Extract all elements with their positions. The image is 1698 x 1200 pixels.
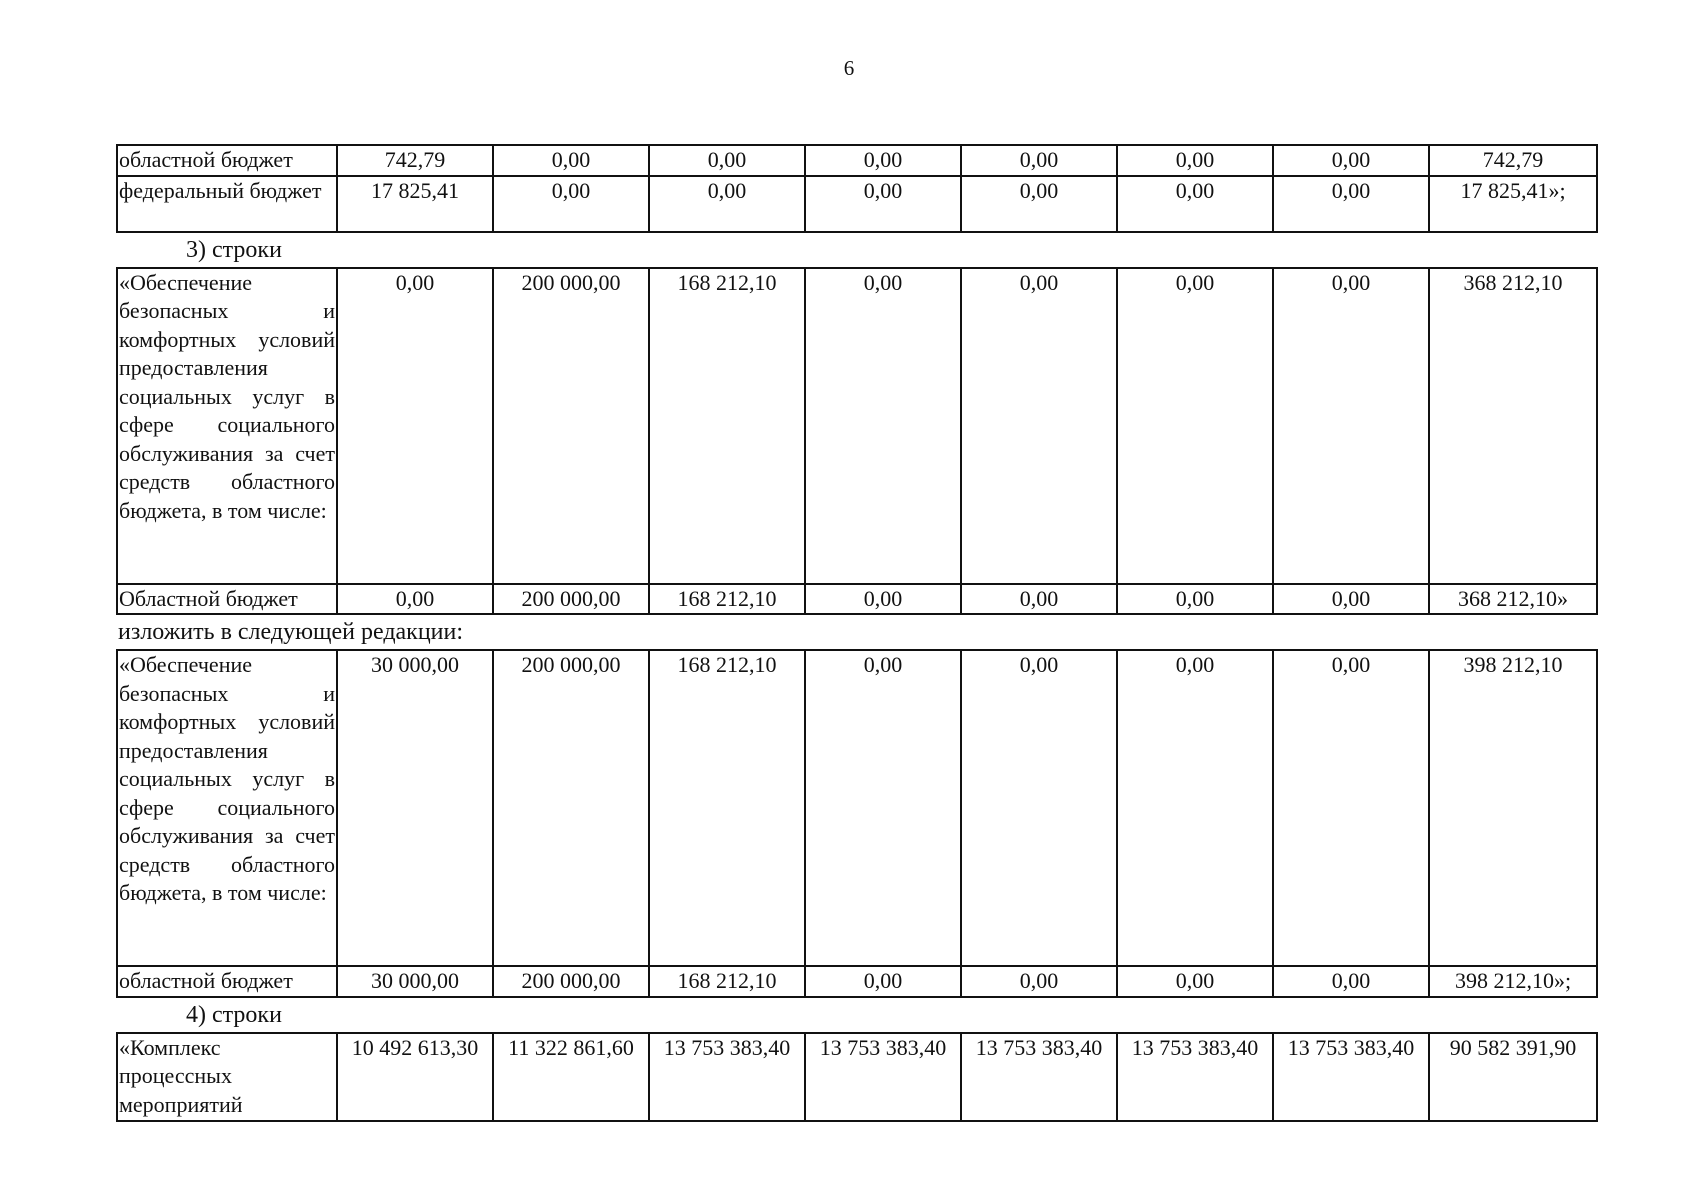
section-heading-replace: изложить в следующей редакции: bbox=[118, 619, 464, 645]
row-value-cell: 0,00 bbox=[1117, 966, 1273, 997]
row-value-cell: 0,00 bbox=[1117, 176, 1273, 232]
row-value-cell: 168 212,10 bbox=[649, 650, 805, 966]
row-value-cell: 0,00 bbox=[961, 268, 1117, 584]
table-row bbox=[117, 584, 1597, 615]
document-body bbox=[116, 144, 1596, 1122]
row-value-cell: 0,00 bbox=[493, 145, 649, 176]
row-label-cell: «Обеспечение безопасных и комфортных условий предоставления социальных услуг в сфере социального обслуживания за счет средств областного бюджета, в том числе: bbox=[117, 268, 337, 584]
row-value-cell: 0,00 bbox=[961, 145, 1117, 176]
row-total-cell: 398 212,10 bbox=[1429, 650, 1597, 966]
row-value-cell: 200 000,00 bbox=[493, 650, 649, 966]
row-value-cell: 0,00 bbox=[961, 176, 1117, 232]
row-value-cell: 168 212,10 bbox=[649, 268, 805, 584]
budget-table-top bbox=[116, 144, 1598, 233]
row-value-cell: 13 753 383,40 bbox=[649, 1033, 805, 1121]
budget-table-old bbox=[116, 267, 1598, 616]
row-value-cell: 0,00 bbox=[1273, 268, 1429, 584]
row-value-cell: 13 753 383,40 bbox=[1117, 1033, 1273, 1121]
row-value-cell: 0,00 bbox=[649, 176, 805, 232]
row-value-cell: 13 753 383,40 bbox=[1273, 1033, 1429, 1121]
row-label-cell: областной бюджет bbox=[117, 145, 337, 176]
row-total-cell: 398 212,10»; bbox=[1429, 966, 1597, 997]
row-value-cell: 0,00 bbox=[1117, 145, 1273, 176]
page-number: 6 bbox=[843, 56, 855, 80]
row-label-cell: областной бюджет bbox=[117, 966, 337, 997]
row-value-cell: 0,00 bbox=[1273, 650, 1429, 966]
row-total-cell: 742,79 bbox=[1429, 145, 1597, 176]
row-value-cell: 0,00 bbox=[805, 176, 961, 232]
row-value-cell: 30 000,00 bbox=[337, 650, 493, 966]
table-row bbox=[117, 650, 1597, 966]
table-row bbox=[117, 966, 1597, 997]
row-value-cell: 168 212,10 bbox=[649, 584, 805, 615]
budget-table-new bbox=[116, 649, 1598, 998]
row-value-cell: 11 322 861,60 bbox=[493, 1033, 649, 1121]
budget-table-complex bbox=[116, 1032, 1598, 1122]
row-label-cell: Областной бюджет bbox=[117, 584, 337, 615]
row-value-cell: 0,00 bbox=[649, 145, 805, 176]
row-value-cell: 0,00 bbox=[805, 268, 961, 584]
row-value-cell: 0,00 bbox=[961, 584, 1117, 615]
row-total-cell: 368 212,10 bbox=[1429, 268, 1597, 584]
row-value-cell: 0,00 bbox=[1273, 176, 1429, 232]
row-value-cell: 200 000,00 bbox=[493, 584, 649, 615]
table-row bbox=[117, 176, 1597, 232]
section-heading-3: 3) строки bbox=[186, 236, 282, 263]
row-total-cell: 17 825,41»; bbox=[1429, 176, 1597, 232]
row-value-cell: 0,00 bbox=[1117, 650, 1273, 966]
row-value-cell: 0,00 bbox=[337, 584, 493, 615]
row-value-cell: 0,00 bbox=[805, 650, 961, 966]
row-value-cell: 0,00 bbox=[1117, 268, 1273, 584]
row-value-cell: 10 492 613,30 bbox=[337, 1033, 493, 1121]
row-label-cell: «Обеспечение безопасных и комфортных условий предоставления социальных услуг в сфере социального обслуживания за счет средств областного бюджета, в том числе: bbox=[117, 650, 337, 966]
row-value-cell: 0,00 bbox=[493, 176, 649, 232]
row-value-cell: 17 825,41 bbox=[337, 176, 493, 232]
row-value-cell: 13 753 383,40 bbox=[961, 1033, 1117, 1121]
row-value-cell: 742,79 bbox=[337, 145, 493, 176]
row-value-cell: 0,00 bbox=[1117, 584, 1273, 615]
row-value-cell: 0,00 bbox=[1273, 584, 1429, 615]
row-label-cell: федеральный бюджет bbox=[117, 176, 337, 232]
table-row bbox=[117, 145, 1597, 176]
row-value-cell: 200 000,00 bbox=[493, 966, 649, 997]
row-value-cell: 0,00 bbox=[337, 268, 493, 584]
row-value-cell: 0,00 bbox=[1273, 145, 1429, 176]
row-label-cell: «Комплекс процессных мероприятий bbox=[117, 1033, 337, 1121]
row-value-cell: 0,00 bbox=[805, 584, 961, 615]
row-total-cell: 368 212,10» bbox=[1429, 584, 1597, 615]
row-value-cell: 0,00 bbox=[805, 145, 961, 176]
row-total-cell: 90 582 391,90 bbox=[1429, 1033, 1597, 1121]
row-value-cell: 0,00 bbox=[1273, 966, 1429, 997]
table-row bbox=[117, 268, 1597, 584]
row-value-cell: 0,00 bbox=[961, 966, 1117, 997]
row-value-cell: 200 000,00 bbox=[493, 268, 649, 584]
row-value-cell: 13 753 383,40 bbox=[805, 1033, 961, 1121]
row-value-cell: 168 212,10 bbox=[649, 966, 805, 997]
row-value-cell: 30 000,00 bbox=[337, 966, 493, 997]
table-row bbox=[117, 1033, 1597, 1121]
row-value-cell: 0,00 bbox=[961, 650, 1117, 966]
section-heading-4: 4) строки bbox=[186, 1001, 282, 1028]
row-value-cell: 0,00 bbox=[805, 966, 961, 997]
